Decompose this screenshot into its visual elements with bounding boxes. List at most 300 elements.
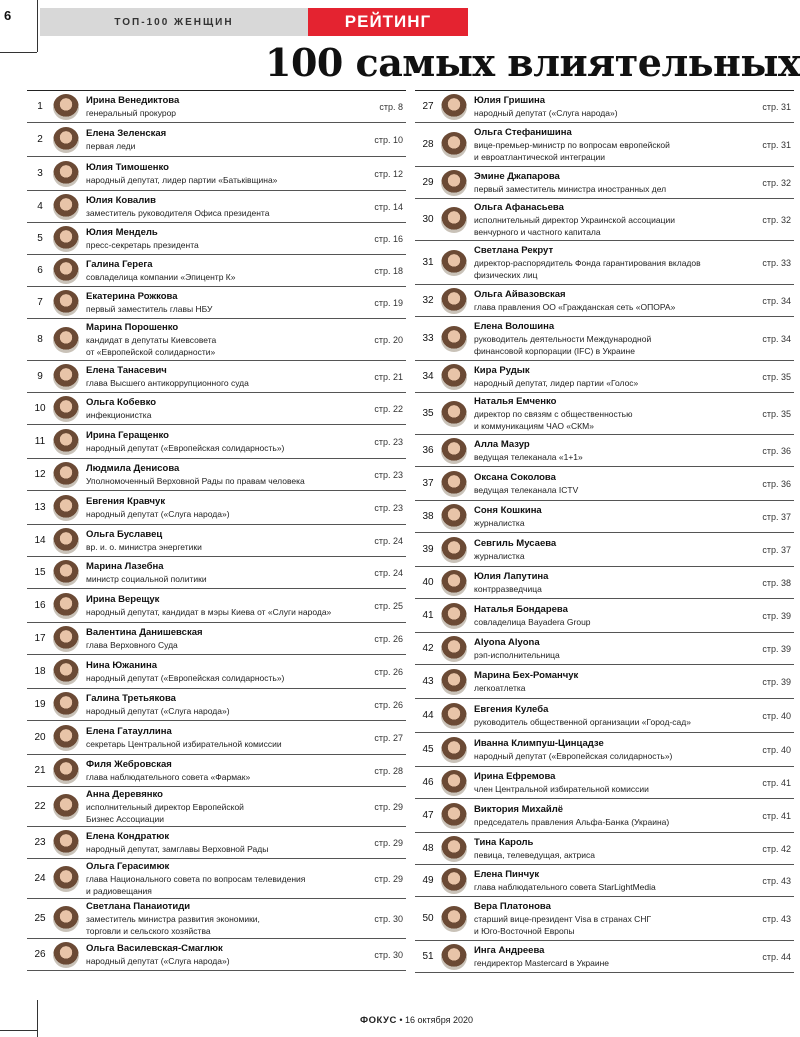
rank-number: 41: [422, 610, 434, 621]
person-position: глава правления ОО «Гражданская сеть «ОПОРА»: [474, 301, 676, 312]
page-reference: стр. 41: [762, 810, 791, 821]
section-label: ТОП-100 ЖЕНЩИН: [40, 8, 308, 36]
person-name: Екатерина Рожкова: [86, 290, 178, 302]
page-reference: стр. 31: [762, 139, 791, 150]
ranking-row: [27, 623, 406, 655]
person-info: [474, 365, 745, 389]
person-position: пресс-секретарь президента: [86, 239, 199, 250]
person-info: [86, 861, 357, 897]
rank-number: 40: [422, 577, 434, 588]
crop-mark: [37, 1000, 38, 1037]
person-info: [474, 439, 745, 463]
person-position: народный депутат, лидер партии «Батьківщина»: [86, 174, 278, 185]
person-position: руководитель общественной организации «Город-сад»: [474, 716, 691, 727]
page-reference: стр. 23: [374, 469, 403, 480]
person-position: физических лиц: [474, 269, 538, 280]
rank-number: 19: [34, 699, 46, 710]
person-position: глава Национального совета по вопросам телевидения: [86, 873, 306, 884]
portrait-photo: [441, 944, 467, 970]
person-name: Оксана Соколова: [474, 471, 556, 483]
person-info: [86, 660, 357, 684]
person-position: заместитель руководителя Офиса президента: [86, 207, 270, 218]
page-reference: стр. 33: [762, 257, 791, 268]
person-position: журналистка: [474, 550, 525, 561]
ranking-row: [27, 755, 406, 787]
portrait-photo: [441, 288, 467, 314]
person-name: Ольга Афанасьева: [474, 201, 564, 213]
person-position: инфекционистка: [86, 409, 152, 420]
person-info: [86, 463, 357, 487]
page-reference: стр. 37: [762, 544, 791, 555]
rank-number: 22: [34, 801, 46, 812]
person-info: [474, 901, 745, 937]
ranking-row: [27, 491, 406, 525]
page-reference: стр. 20: [374, 334, 403, 345]
rank-number: 46: [422, 777, 434, 788]
portrait-photo: [53, 794, 79, 820]
ranking-row: [415, 665, 794, 699]
person-info: [86, 259, 357, 283]
person-info: [86, 227, 357, 251]
ranking-row: [415, 167, 794, 199]
ranking-row: [27, 91, 406, 123]
ranking-row: [27, 655, 406, 689]
rank-number: 9: [37, 371, 43, 382]
person-info: [86, 789, 357, 825]
page-reference: стр. 36: [762, 478, 791, 489]
person-position: и коммуникациям ЧАО «СКМ»: [474, 420, 594, 431]
person-name: Марина Порошенко: [86, 321, 179, 333]
ranking-row: [415, 501, 794, 533]
rank-number: 32: [422, 295, 434, 306]
page-footer: [360, 1015, 473, 1026]
rank-number: 13: [34, 502, 46, 513]
person-position: глава наблюдательного совета «Фармак»: [86, 771, 251, 782]
person-name: Елена Кондратюк: [86, 830, 170, 842]
ranking-row: [27, 393, 406, 425]
person-name: Филя Жебровская: [86, 758, 172, 770]
person-info: [474, 670, 745, 694]
ranking-row: [27, 589, 406, 623]
person-name: Людмила Денисова: [86, 462, 180, 474]
person-position: рэп-исполнительница: [474, 649, 560, 660]
ranking-row: [415, 897, 794, 941]
ranking-row: [27, 425, 406, 459]
rank-number: 47: [422, 810, 434, 821]
ranking-row: [27, 721, 406, 755]
person-info: [86, 726, 357, 750]
ranking-row: [27, 255, 406, 287]
portrait-photo: [53, 942, 79, 968]
person-info: [474, 771, 745, 795]
person-info: [86, 365, 357, 389]
rank-number: 37: [422, 478, 434, 489]
person-name: Эмине Джапарова: [474, 170, 560, 182]
rank-number: 28: [422, 139, 434, 150]
person-info: [86, 496, 357, 520]
person-position: секретарь Центральной избирательной комиссии: [86, 738, 282, 749]
portrait-photo: [441, 504, 467, 530]
person-position: директор-распорядитель Фонда гарантирования вкладов: [474, 257, 701, 268]
person-name: Светлана Панаиотиди: [86, 900, 191, 912]
person-position: первый заместитель главы НБУ: [86, 303, 213, 314]
rank-number: 23: [34, 837, 46, 848]
person-info: [474, 869, 745, 893]
person-name: Ирина Венедиктова: [86, 94, 180, 106]
ranking-row: [415, 699, 794, 733]
person-name: Ирина Геращенко: [86, 429, 169, 441]
person-position: венчурного и частного капитала: [474, 226, 601, 237]
page-reference: стр. 40: [762, 710, 791, 721]
page-reference: стр. 28: [374, 765, 403, 776]
person-name: Юлия Мендель: [86, 226, 158, 238]
page-reference: стр. 24: [374, 535, 403, 546]
portrait-photo: [441, 94, 467, 120]
ranking-row: [27, 899, 406, 939]
person-info: [474, 637, 745, 661]
portrait-photo: [53, 94, 79, 120]
rank-number: 31: [422, 257, 434, 268]
portrait-photo: [441, 770, 467, 796]
portrait-photo: [441, 438, 467, 464]
page-reference: стр. 27: [374, 732, 403, 743]
person-info: [474, 738, 745, 762]
rank-number: 30: [422, 214, 434, 225]
ranking-row: [415, 467, 794, 501]
person-name: Елена Гатауллина: [86, 725, 172, 737]
person-info: [474, 945, 745, 969]
portrait-photo: [441, 132, 467, 158]
person-position: Уполномоченный Верховной Рады по правам человека: [86, 475, 305, 486]
portrait-photo: [441, 868, 467, 894]
person-info: [474, 804, 745, 828]
ranking-row: [415, 285, 794, 317]
page-reference: стр. 36: [762, 445, 791, 456]
person-position: и радиовещания: [86, 885, 152, 896]
person-position: министр социальной политики: [86, 573, 207, 584]
page-reference: стр. 26: [374, 666, 403, 677]
person-position: народный депутат («Европейская солидарность»): [86, 672, 285, 683]
page-reference: стр. 44: [762, 951, 791, 962]
person-position: и Юго-Восточной Европы: [474, 925, 575, 936]
person-info: [474, 289, 745, 313]
rank-number: 24: [34, 873, 46, 884]
page-reference: стр. 41: [762, 777, 791, 788]
person-name: Вера Платонова: [474, 900, 551, 912]
page-reference: стр. 24: [374, 567, 403, 578]
rank-number: 15: [34, 567, 46, 578]
person-name: Ольга Буславец: [86, 528, 163, 540]
rank-number: 34: [422, 371, 434, 382]
ranking-column-right: [415, 90, 794, 973]
person-name: Виктория Михайлё: [474, 803, 564, 815]
portrait-photo: [441, 636, 467, 662]
rank-number: 2: [37, 134, 43, 145]
person-position: совладелица Bayadera Group: [474, 616, 591, 627]
person-position: торговли и сельского хозяйства: [86, 925, 211, 936]
person-position: глава Верховного Суда: [86, 639, 178, 650]
page-reference: стр. 12: [374, 168, 403, 179]
person-name: Ольга Кобевко: [86, 396, 157, 408]
person-info: [474, 95, 745, 119]
page-reference: стр. 16: [374, 233, 403, 244]
person-name: Светлана Рекрут: [474, 244, 554, 256]
person-position: глава Высшего антикоррупционного суда: [86, 377, 249, 388]
ranking-row: [27, 223, 406, 255]
ranking-row: [27, 287, 406, 319]
person-name: Юлия Лапутина: [474, 570, 549, 582]
portrait-photo: [53, 290, 79, 316]
person-info: [474, 127, 745, 163]
person-position: первый заместитель министра иностранных дел: [474, 183, 667, 194]
portrait-photo: [53, 659, 79, 685]
ranking-row: [27, 859, 406, 899]
ranking-row: [415, 599, 794, 633]
rank-number: 39: [422, 544, 434, 555]
person-info: [474, 704, 745, 728]
ranking-row: [27, 525, 406, 557]
page-reference: стр. 30: [374, 913, 403, 924]
ranking-row: [415, 799, 794, 833]
page-reference: стр. 43: [762, 913, 791, 924]
person-info: [474, 396, 745, 432]
portrait-photo: [53, 758, 79, 784]
person-info: [86, 397, 357, 421]
person-position: директор по связям с общественностью: [474, 408, 633, 419]
page-reference: стр. 18: [374, 265, 403, 276]
portrait-photo: [441, 401, 467, 427]
person-position: вр. и. о. министра энергетики: [86, 541, 202, 552]
portrait-photo: [441, 537, 467, 563]
rank-number: 43: [422, 676, 434, 687]
person-position: финансовой корпорации (IFC) в Украине: [474, 345, 635, 356]
ranking-row: [27, 827, 406, 859]
rank-number: 6: [37, 265, 43, 276]
portrait-photo: [441, 836, 467, 862]
person-name: Ирина Ефремова: [474, 770, 556, 782]
person-position: заместитель министра развития экономики,: [86, 913, 260, 924]
page-reference: стр. 35: [762, 408, 791, 419]
rank-number: 49: [422, 875, 434, 886]
person-name: Алла Мазур: [474, 438, 530, 450]
ranking-row: [415, 123, 794, 167]
page-reference: стр. 32: [762, 214, 791, 225]
rank-number: 33: [422, 333, 434, 344]
person-position: исполнительный директор Украинской ассоциации: [474, 214, 675, 225]
person-name: Елена Пинчук: [474, 868, 540, 880]
ranking-row: [27, 361, 406, 393]
portrait-photo: [53, 560, 79, 586]
person-info: [86, 627, 357, 651]
page-reference: стр. 43: [762, 875, 791, 886]
portrait-photo: [441, 603, 467, 629]
ranking-row: [415, 533, 794, 567]
person-position: генеральный прокурор: [86, 107, 177, 118]
ranking-row: [415, 317, 794, 361]
issue-date: 16 октября 2020: [405, 1015, 474, 1025]
person-info: [86, 693, 357, 717]
page-reference: стр. 31: [762, 101, 791, 112]
page-reference: стр. 38: [762, 577, 791, 588]
page-title: 100 самых влиятельных: [265, 40, 800, 85]
person-position: народный депутат, кандидат в мэры Киева от «Слуги народа»: [86, 606, 332, 617]
page-reference: стр. 29: [374, 837, 403, 848]
page-reference: стр. 8: [379, 101, 403, 112]
person-position: народный депутат («Европейская солидарность»): [86, 442, 285, 453]
person-info: [474, 505, 745, 529]
person-name: Юлия Гришина: [474, 94, 546, 106]
ranking-row: [27, 557, 406, 589]
ranking-row: [415, 393, 794, 435]
person-name: Елена Танасевич: [86, 364, 167, 376]
ranking-row: [415, 435, 794, 467]
portrait-photo: [441, 703, 467, 729]
person-info: [86, 322, 357, 358]
person-name: Марина Бех-Романчук: [474, 669, 579, 681]
rank-number: 51: [422, 951, 434, 962]
rank-number: 29: [422, 177, 434, 188]
page-reference: стр. 22: [374, 403, 403, 414]
ranking-row: [27, 939, 406, 971]
page-reference: стр. 29: [374, 873, 403, 884]
person-info: [474, 837, 745, 861]
portrait-photo: [53, 593, 79, 619]
person-info: [86, 594, 357, 618]
person-position: ведущая телеканала «1+1»: [474, 451, 583, 462]
person-name: Севгиль Мусаева: [474, 537, 557, 549]
person-name: Юлия Ковалив: [86, 194, 156, 206]
portrait-photo: [441, 326, 467, 352]
page-reference: стр. 26: [374, 633, 403, 644]
person-info: [474, 202, 745, 238]
person-name: Ольга Айвазовская: [474, 288, 566, 300]
person-position: исполнительный директор Европейской: [86, 801, 244, 812]
person-position: вице-премьер-министр по вопросам европейской: [474, 139, 670, 150]
crop-mark: [0, 52, 37, 53]
rank-number: 21: [34, 765, 46, 776]
page-number: 6: [4, 8, 12, 23]
portrait-photo: [53, 906, 79, 932]
person-info: [86, 529, 357, 553]
person-name: Елена Волошина: [474, 320, 555, 332]
rank-number: 38: [422, 511, 434, 522]
rank-number: 36: [422, 445, 434, 456]
portrait-photo: [53, 327, 79, 353]
person-position: певица, телеведущая, актриса: [474, 849, 595, 860]
person-info: [86, 430, 357, 454]
portrait-photo: [53, 866, 79, 892]
person-position: контрразведчица: [474, 583, 542, 594]
person-position: народный депутат («Слуга народа»): [86, 705, 230, 716]
person-name: Наталья Бондарева: [474, 603, 568, 615]
portrait-photo: [53, 127, 79, 153]
person-name: Инга Андреева: [474, 944, 545, 956]
person-name: Кира Рудык: [474, 364, 530, 376]
rank-number: 16: [34, 600, 46, 611]
person-position: народный депутат («Слуга народа»): [86, 508, 230, 519]
rank-number: 17: [34, 633, 46, 644]
page-reference: стр. 34: [762, 333, 791, 344]
portrait-photo: [53, 396, 79, 422]
portrait-photo: [441, 803, 467, 829]
ranking-row: [27, 123, 406, 157]
person-name: Тина Кароль: [474, 836, 534, 848]
person-name: Евгения Кулеба: [474, 703, 549, 715]
portrait-photo: [441, 737, 467, 763]
person-info: [474, 604, 745, 628]
person-name: Елена Зеленская: [86, 127, 167, 139]
rank-number: 10: [34, 403, 46, 414]
page-reference: стр. 23: [374, 502, 403, 513]
person-info: [474, 245, 745, 281]
portrait-photo: [441, 207, 467, 233]
person-info: [86, 95, 357, 119]
person-position: гендиректор Mastercard в Украине: [474, 957, 610, 968]
portrait-photo: [441, 906, 467, 932]
person-name: Ольга Герасимюк: [86, 860, 170, 872]
rank-number: 4: [37, 201, 43, 212]
portrait-photo: [53, 692, 79, 718]
portrait-photo: [53, 626, 79, 652]
person-position: и евроатлантической интеграции: [474, 151, 606, 162]
page-reference: стр. 42: [762, 843, 791, 854]
person-name: Ольга Василевская-Смаглюк: [86, 942, 223, 954]
crop-mark: [0, 1030, 37, 1031]
rank-number: 18: [34, 666, 46, 677]
ranking-row: [415, 361, 794, 393]
ranking-row: [27, 191, 406, 223]
person-info: [86, 162, 357, 186]
person-name: Анна Деревянко: [86, 788, 163, 800]
person-info: [86, 195, 357, 219]
portrait-photo: [441, 570, 467, 596]
page-reference: стр. 32: [762, 177, 791, 188]
page-reference: стр. 37: [762, 511, 791, 522]
person-position: журналистка: [474, 517, 525, 528]
person-name: Наталья Емченко: [474, 395, 557, 407]
person-position: глава наблюдательного совета StarLightMedia: [474, 881, 656, 892]
portrait-photo: [441, 170, 467, 196]
person-name: Ольга Стефанишина: [474, 126, 572, 138]
portrait-photo: [441, 669, 467, 695]
crop-mark: [37, 0, 38, 52]
person-position: старший вице-президент Visa в странах СНГ: [474, 913, 652, 924]
page-reference: стр. 19: [374, 297, 403, 308]
person-position: председатель правления Альфа-Банка (Украина): [474, 816, 670, 827]
page-reference: стр. 23: [374, 436, 403, 447]
ranking-row: [415, 833, 794, 865]
person-position: кандидат в депутаты Киевсовета: [86, 334, 217, 345]
rating-tab: РЕЙТИНГ: [308, 8, 468, 36]
person-info: [86, 291, 357, 315]
person-info: [86, 759, 357, 783]
page-reference: стр. 21: [374, 371, 403, 382]
ranking-row: [415, 567, 794, 599]
rank-number: 44: [422, 710, 434, 721]
rank-number: 1: [37, 101, 43, 112]
portrait-photo: [53, 226, 79, 252]
portrait-photo: [53, 830, 79, 856]
ranking-row: [415, 941, 794, 973]
portrait-photo: [53, 725, 79, 751]
rank-number: 35: [422, 408, 434, 419]
portrait-photo: [53, 528, 79, 554]
page-reference: стр. 35: [762, 371, 791, 382]
person-position: народный депутат («Европейская солидарность»): [474, 750, 673, 761]
person-info: [474, 321, 745, 357]
page-reference: стр. 29: [374, 801, 403, 812]
person-info: [86, 128, 357, 152]
